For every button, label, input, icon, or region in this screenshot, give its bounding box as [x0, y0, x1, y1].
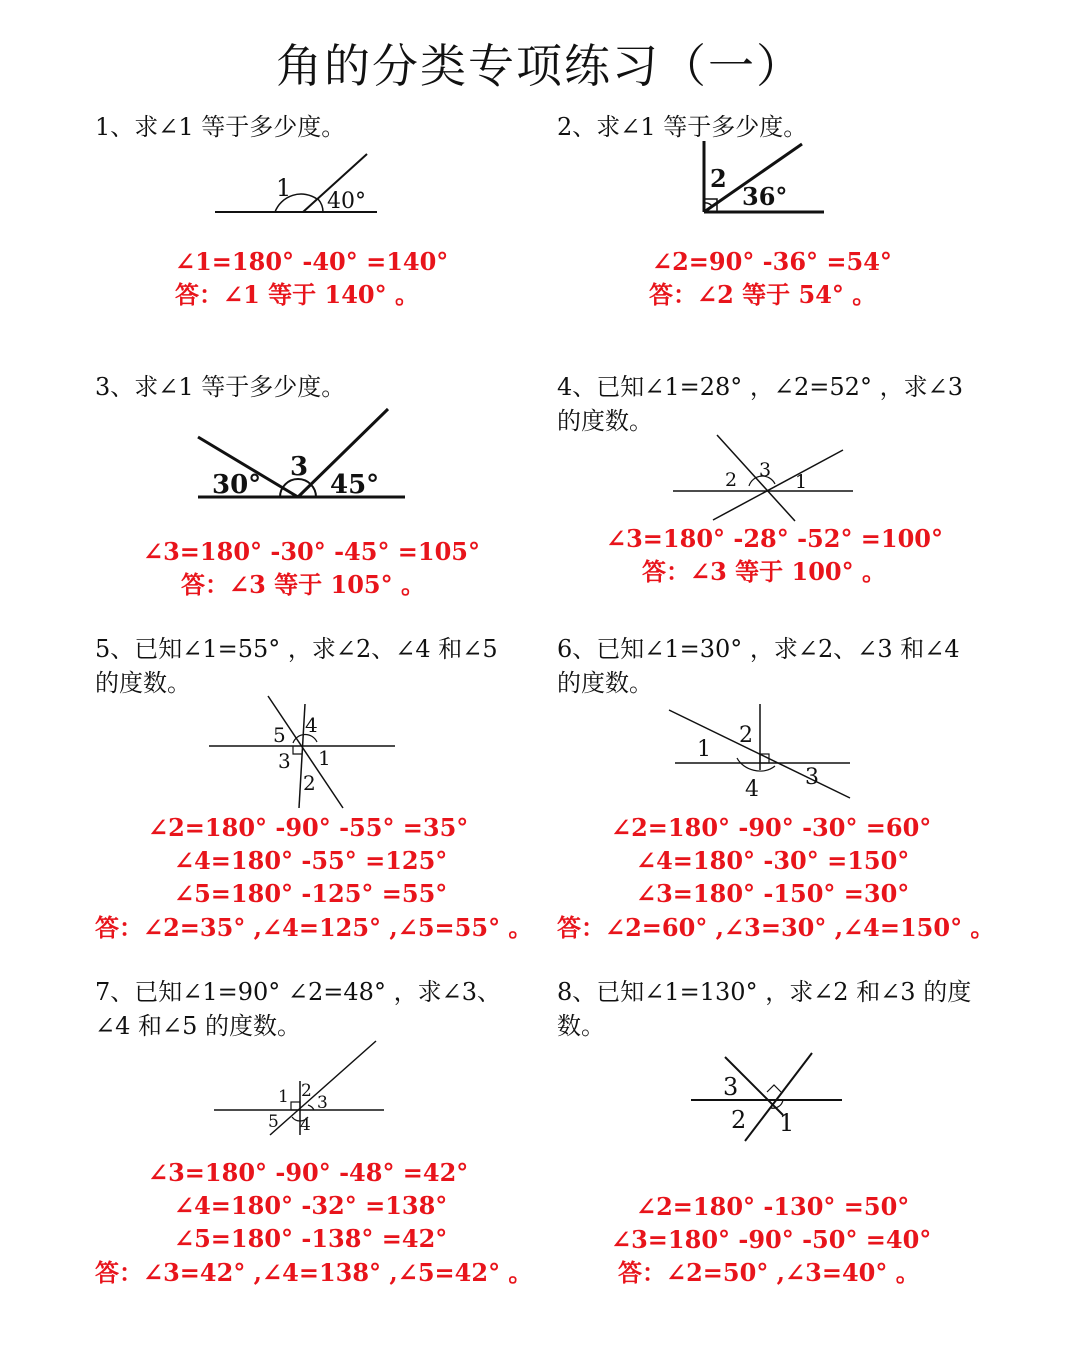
- problem-3-step-1: ∠3=180° -30° -45° =105°: [143, 537, 481, 566]
- angle-label: 2: [731, 1106, 747, 1134]
- angle-label: 40°: [327, 189, 366, 214]
- angle-label: 36°: [742, 182, 788, 211]
- angle-label: 3: [805, 765, 819, 790]
- problem-5-step-2: ∠4=180° -55° =125°: [174, 846, 448, 875]
- angle-label: 45°: [330, 470, 380, 500]
- problem-3: [95, 370, 535, 404]
- angle-label: 1: [318, 746, 331, 770]
- angle-label: 2: [710, 164, 727, 193]
- problem-5-figure: [205, 690, 400, 815]
- problem-1-figure: [205, 145, 395, 225]
- problem-2-answer: 答：∠2 等于 54° 。: [649, 280, 877, 309]
- angle-arc: [318, 199, 323, 212]
- angle-label: 1: [276, 174, 292, 202]
- problem-6-step-3: ∠3=180° -150° =30°: [636, 879, 910, 908]
- angle-label: 5: [273, 723, 286, 747]
- problem-3-answer: 答：∠3 等于 105° 。: [181, 570, 425, 599]
- problem-7-figure: [210, 1035, 390, 1140]
- problem-3-question: 3、求∠1 等于多少度。: [95, 373, 346, 401]
- angle-label: 2: [301, 1081, 312, 1101]
- problem-2-figure: [690, 135, 835, 225]
- problem-6: [557, 632, 997, 700]
- problem-4-question: 4、已知∠1=28° ，∠2=52° ，求∠3 的度数。: [557, 373, 963, 435]
- problem-6-answer: 答：∠2=60° ,∠3=30° ,∠4=150° 。: [557, 913, 995, 942]
- problem-8-question: 8、已知∠1=130° ，求∠2 和∠3 的度 数。: [557, 978, 972, 1040]
- problem-3-figure: [190, 405, 415, 505]
- problem-1-question: 1、求∠1 等于多少度。: [95, 113, 346, 141]
- problem-6-step-2: ∠4=180° -30° =150°: [636, 846, 910, 875]
- angle-label: 4: [745, 777, 759, 802]
- problem-7: [95, 975, 535, 1043]
- angle-label: 3: [759, 459, 772, 481]
- angle-label: 1: [278, 1087, 289, 1107]
- angle-label: 5: [268, 1112, 279, 1132]
- problem-7-answer: 答：∠3=42° ,∠4=138° ,∠5=42° 。: [95, 1258, 533, 1287]
- angle-label: 4: [305, 713, 318, 737]
- problem-8-answer: 答：∠2=50° ,∠3=40° 。: [618, 1258, 920, 1287]
- problem-4-figure: [665, 430, 860, 525]
- right-angle-mark: [293, 746, 302, 754]
- problem-7-step-3: ∠5=180° -138° =42°: [174, 1224, 448, 1253]
- angle-label: 1: [779, 1109, 795, 1137]
- angle-label: 3: [317, 1093, 328, 1113]
- problem-7-question: 7、已知∠1=90° ∠2=48° ，求∠3、 ∠4 和∠5 的度数。: [95, 978, 501, 1040]
- problem-5-question: 5、已知∠1=55° ，求∠2、∠4 和∠5 的度数。: [95, 635, 498, 697]
- angle-label: 2: [303, 771, 316, 795]
- problem-8-figure: [685, 1045, 850, 1145]
- page-title: 角的分类专项练习（一）: [276, 39, 804, 93]
- problem-7-step-1: ∠3=180° -90° -48° =42°: [148, 1158, 469, 1187]
- problem-1-answer: 答：∠1 等于 140° 。: [175, 280, 419, 309]
- problem-5-step-1: ∠2=180° -90° -55° =35°: [148, 813, 469, 842]
- problem-1: [95, 110, 535, 144]
- problem-6-question: 6、已知∠1=30° ，求∠2、∠3 和∠4 的度数。: [557, 635, 960, 697]
- problem-6-figure: [665, 700, 860, 805]
- problem-7-step-2: ∠4=180° -32° =138°: [174, 1191, 448, 1220]
- problem-1-step-1: ∠1=180° -40° =140°: [175, 247, 449, 276]
- problem-2-question: 2、求∠1 等于多少度。: [557, 113, 808, 141]
- angle-label: 2: [725, 469, 738, 491]
- angle-label: 30°: [212, 470, 262, 500]
- problem-4: [557, 370, 997, 438]
- problem-5-answer: 答：∠2=35° ,∠4=125° ,∠5=55° 。: [95, 913, 533, 942]
- problem-8: [557, 975, 997, 1043]
- angle-label: 3: [278, 749, 291, 773]
- problem-6-step-1: ∠2=180° -90° -30° =60°: [611, 813, 932, 842]
- angle-label: 4: [300, 1115, 311, 1135]
- angle-label: 3: [290, 452, 309, 482]
- angle-label: 1: [795, 471, 808, 493]
- angle-label: 1: [697, 737, 711, 762]
- right-angle-mark: [767, 1085, 781, 1092]
- angle-label: 3: [723, 1073, 739, 1101]
- problem-8-step-2: ∠3=180° -90° -50° =40°: [611, 1225, 932, 1254]
- problem-8-step-1: ∠2=180° -130° =50°: [636, 1192, 910, 1221]
- problem-4-step-1: ∠3=180° -28° -52° =100°: [606, 524, 944, 553]
- angle-label: 2: [739, 723, 753, 748]
- problem-2-step-1: ∠2=90° -36° =54°: [652, 247, 892, 276]
- problem-5-step-3: ∠5=180° -125° =55°: [174, 879, 448, 908]
- problem-4-answer: 答：∠3 等于 100° 。: [642, 557, 886, 586]
